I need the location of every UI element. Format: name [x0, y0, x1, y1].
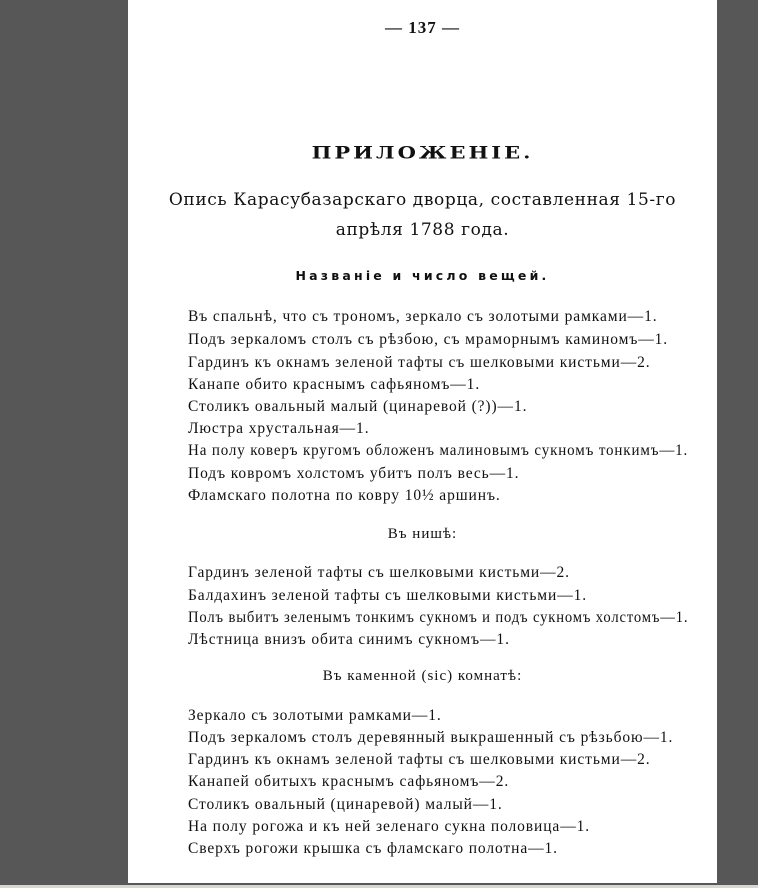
- list-item: Полъ выбитъ зеленымъ тонкимъ сукномъ и подъ сукномъ холстомъ—1.: [188, 609, 689, 626]
- page-number: — 137 —: [385, 18, 460, 37]
- list-item: Столикъ овальный (цинаревой) малый—1.: [188, 796, 503, 813]
- list-item: Канапей обитыхъ краснымъ сафьяномъ—2.: [188, 773, 510, 790]
- list-item: Балдахинъ зеленой тафты съ шелковыми кистьми—1.: [188, 587, 588, 604]
- list-item: Въ спальнѣ, что съ трономъ, зеркало съ золотыми рамками—1.: [188, 308, 658, 325]
- list-item: Канапе обито краснымъ сафьяномъ—1.: [188, 376, 481, 393]
- list-item: На полу рогожа и къ ней зеленаго сукна половица—1.: [188, 818, 591, 835]
- list-item: Зеркало съ золотыми рамками—1.: [188, 707, 442, 724]
- list-item: Сверхъ рогожи крышка съ фламскаго полотна—1.: [188, 840, 558, 857]
- list-item: Подъ ковромъ холстомъ убитъ полъ весь—1.: [188, 465, 520, 482]
- section-heading-niche: Въ нишѣ:: [387, 526, 458, 542]
- list-item: Подъ зеркаломъ столъ деревянный выкрашенный съ рѣзьбою—1.: [188, 729, 674, 746]
- list-item: Люстра хрустальная—1.: [188, 420, 370, 437]
- subtitle-line-1: Опись Карасубазарскаго дворца, составленная 15-го: [168, 190, 677, 210]
- list-item: Лѣстница внизъ обита синимъ сукномъ—1.: [188, 631, 510, 648]
- list-item: Подъ зеркаломъ столъ съ рѣзбою, съ мраморнымъ каминомъ—1.: [188, 331, 669, 348]
- list-item: Фламскаго полотна по ковру 10½ аршинъ.: [188, 487, 501, 504]
- list-item: Гардинъ къ окнамъ зеленой тафты съ шелковыми кистьми—2.: [188, 751, 651, 768]
- page-title: ПРИЛОЖЕНІЕ.: [311, 142, 534, 163]
- list-item: Гардинъ зеленой тафты съ шелковыми кистьми—2.: [188, 564, 570, 581]
- list-item: Гардинъ къ окнамъ зеленой тафты съ шелковыми кистьми—2.: [188, 354, 651, 371]
- document-page: [128, 0, 717, 883]
- subtitle-line-2: апрѣля 1788 года.: [335, 220, 510, 240]
- section-heading-stone-room: Въ каменной (sic) комнатѣ:: [322, 668, 523, 684]
- column-heading: Названіе и число вещей.: [295, 268, 550, 283]
- list-item: Столикъ овальный малый (цинаревой (?))—1.: [188, 398, 528, 415]
- list-item: На полу коверъ кругомъ обложенъ малиновымъ сукномъ тонкимъ—1.: [188, 442, 689, 459]
